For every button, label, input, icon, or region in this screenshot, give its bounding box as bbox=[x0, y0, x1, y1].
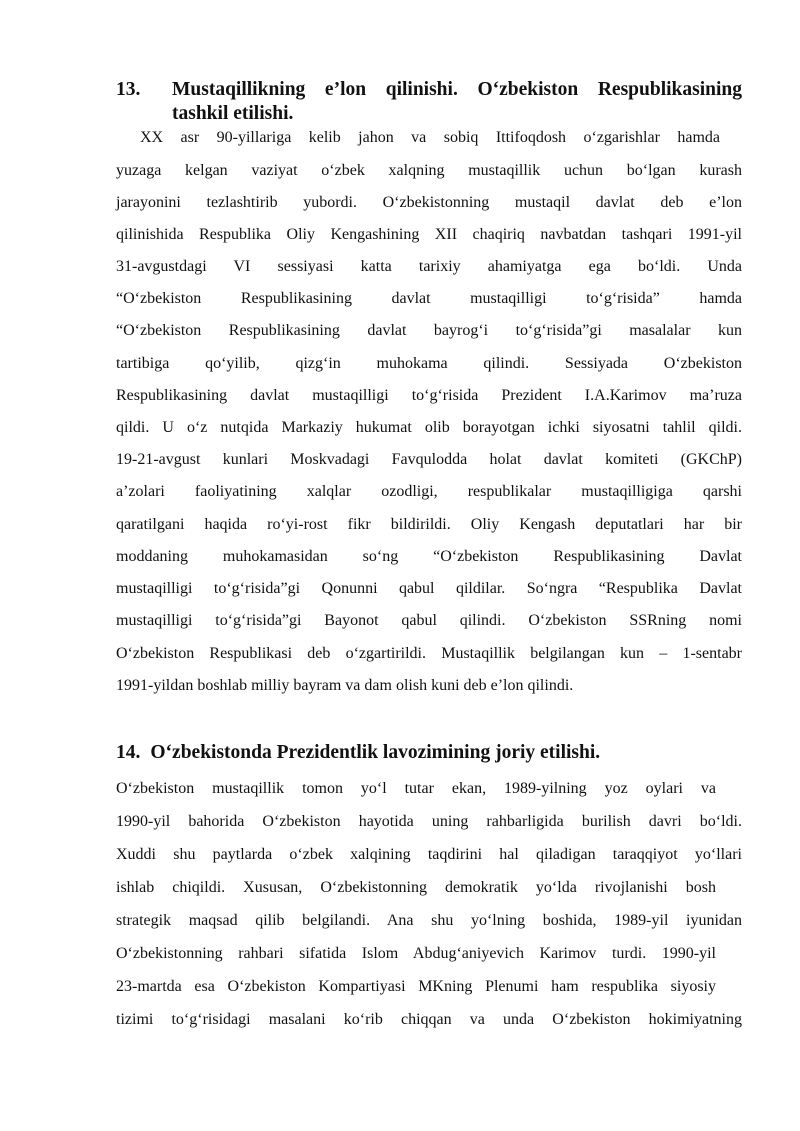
section-13-line: a’zolari faoliyatining xalqlar ozodligi, respublikalar mustaqilligiga qarshi bbox=[116, 483, 742, 500]
section-13-line: 19-21-avgust kunlari Moskvadagi Favqulodda holat davlat komiteti (GKChP) bbox=[116, 451, 742, 468]
section-14-heading bbox=[116, 741, 742, 765]
section-14-line: tizimi to‘g‘risidagi masalani ko‘rib chiqqan va unda O‘zbekiston hokimiyatning bbox=[116, 1011, 742, 1028]
section-14-line: ishlab chiqildi. Xususan, O‘zbekistonning demokratik yo‘lda rivojlanishi bosh bbox=[116, 879, 716, 896]
section-13-line: mustaqilligi to‘g‘risida”gi Qonunni qabul qildilar. So‘ngra “Respublika Davlat bbox=[116, 580, 742, 597]
section-14-title: O‘zbekistonda Prezidentlik lavozimining joriy etilishi. bbox=[150, 742, 601, 763]
section-13-title: Mustaqillikning e’lon qilinishi. O‘zbekiston Respublikasining tashkil etilishi. bbox=[172, 79, 742, 124]
section-13-number: 13. bbox=[116, 79, 141, 100]
section-13-line: moddaning muhokamasidan so‘ng “O‘zbekiston Respublikasining Davlat bbox=[116, 548, 742, 565]
section-13-line: tartibiga qo‘yilib, qizg‘in muhokama qilindi. Sessiyada O‘zbekiston bbox=[116, 355, 742, 372]
section-13-line: “O‘zbekiston Respublikasining davlat bayrog‘i to‘g‘risida”gi masalalar kun bbox=[116, 322, 742, 339]
section-13-line: Respublikasining davlat mustaqilligi to‘g‘risida Prezident I.A.Karimov ma’ruza bbox=[116, 387, 742, 404]
section-14-line: Xuddi shu paytlarda o‘zbek xalqining taqdirini hal qiladigan taraqqiyot yo‘llari bbox=[116, 846, 742, 863]
section-13-line: 31-avgustdagi VI sessiyasi katta tarixiy ahamiyatga ega bo‘ldi. Unda bbox=[116, 258, 742, 275]
section-13-line: “O‘zbekiston Respublikasining davlat mustaqilligi to‘g‘risida” hamda bbox=[116, 290, 742, 307]
section-14-line: strategik maqsad qilib belgilandi. Ana shu yo‘lning boshida, 1989-yil iyunidan bbox=[116, 912, 742, 929]
section-14-line: 23-martda esa O‘zbekiston Kompartiyasi MKning Plenumi ham respublika siyosiy bbox=[116, 978, 716, 995]
section-13-heading bbox=[116, 78, 742, 126]
section-13-line: qildi. U o‘z nutqida Markaziy hukumat olib borayotgan ichki siyosatni tahlil qildi. bbox=[116, 419, 742, 436]
section-13-line: qilinishida Respublika Oliy Kengashining XII chaqiriq navbatdan tashqari 1991-yil bbox=[116, 226, 742, 243]
section-13-line: O‘zbekiston Respublikasi deb o‘zgartirildi. Mustaqillik belgilangan kun – 1-sentabr bbox=[116, 645, 742, 662]
section-13-line: XX asr 90-yillariga kelib jahon va sobiq Ittifoqdosh o‘zgarishlar hamda bbox=[140, 129, 720, 146]
section-14-number: 14. bbox=[116, 742, 141, 763]
section-13-line: qaratilgani haqida ro‘yi-rost fikr bildirildi. Oliy Kengash deputatlari har bir bbox=[116, 516, 742, 533]
section-13-line: mustaqilligi to‘g‘risida”gi Bayonot qabul qilindi. O‘zbekiston SSRning nomi bbox=[116, 612, 742, 629]
section-13-line: yuzaga kelgan vaziyat o‘zbek xalqning mustaqillik uchun bo‘lgan kurash bbox=[116, 162, 742, 179]
section-13-line: 1991-yildan boshlab milliy bayram va dam olish kuni deb e’lon qilindi. bbox=[116, 677, 574, 694]
section-14-line: O‘zbekistonning rahbari sifatida Islom Abdug‘aniyevich Karimov turdi. 1990-yil bbox=[116, 945, 716, 962]
section-14-line: O‘zbekiston mustaqillik tomon yo‘l tutar ekan, 1989-yilning yoz oylari va bbox=[116, 780, 716, 797]
section-13-line: jarayonini tezlashtirib yubordi. O‘zbekistonning mustaqil davlat deb e’lon bbox=[116, 194, 742, 211]
section-14-line: 1990-yil bahorida O‘zbekiston hayotida uning rahbarligida burilish davri bo‘ldi. bbox=[116, 813, 742, 830]
